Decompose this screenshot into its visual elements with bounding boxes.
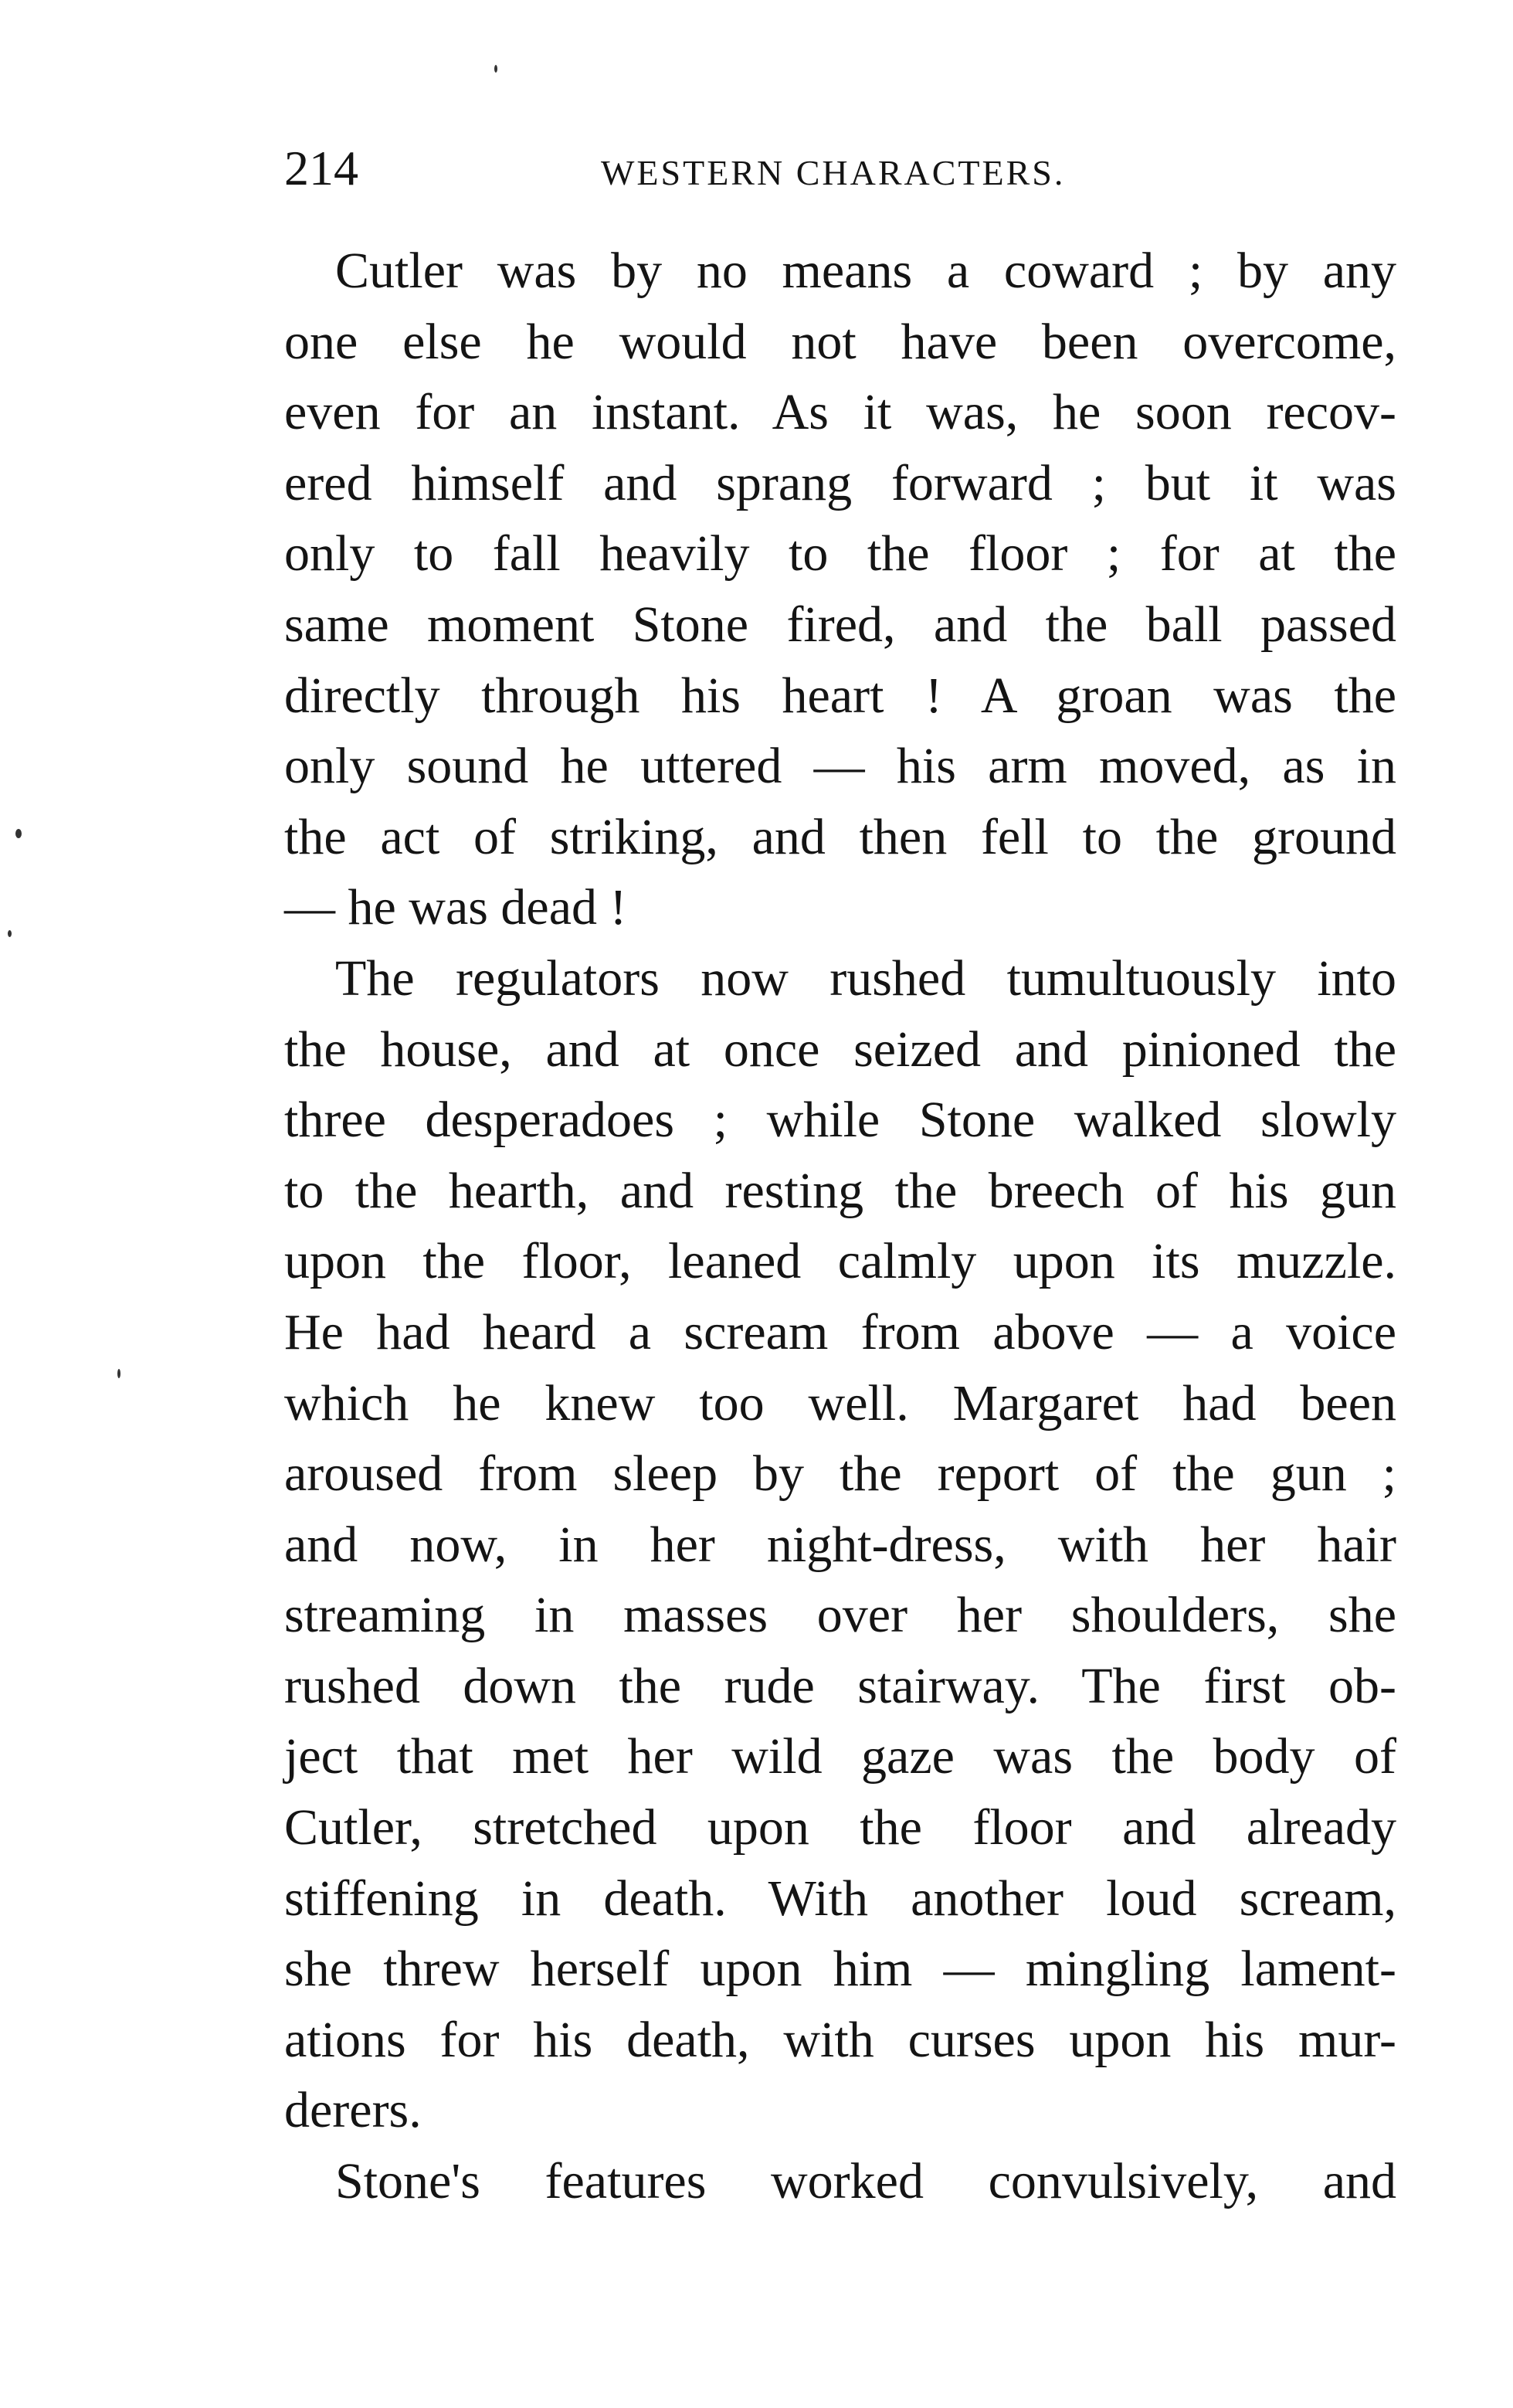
text-line: upon the floor, leaned calmly upon its muzzle. xyxy=(284,1233,1396,1290)
running-head: WESTERN CHARACTERS. xyxy=(601,153,1066,192)
paragraph-2 xyxy=(284,943,1396,2146)
text-line: Stone's features worked convulsively, and xyxy=(335,2153,1396,2210)
text-line: ject that met her wild gaze was the body of xyxy=(284,1728,1396,1785)
text-line: one else he would not have been overcome, xyxy=(284,313,1396,370)
text-line: directly through his heart ! A groan was the xyxy=(284,667,1396,724)
scan-speck xyxy=(494,65,497,73)
text-line: the act of striking, and then fell to the ground xyxy=(284,808,1396,865)
text-line: the house, and at once seized and pinioned the xyxy=(284,1021,1396,1078)
scan-speck xyxy=(8,930,12,937)
text-line: ered himself and sprang forward ; but it was xyxy=(284,454,1396,511)
text-line: only to fall heavily to the floor ; for at the xyxy=(284,525,1396,582)
scan-speck xyxy=(117,1369,120,1378)
text-line: only sound he uttered — his arm moved, as in xyxy=(284,738,1396,795)
page-number: 214 xyxy=(284,141,358,195)
scan-speck xyxy=(15,829,22,838)
paragraph-1 xyxy=(284,236,1396,943)
text-line: and now, in her night-dress, with her hair xyxy=(284,1516,1396,1573)
text-line: she threw herself upon him — mingling lament- xyxy=(284,1941,1396,1998)
text-line: rushed down the rude stairway. The first ob- xyxy=(284,1657,1396,1714)
body-text xyxy=(284,236,1396,2217)
text-line: even for an instant. As it was, he soon recov- xyxy=(284,384,1396,441)
text-line: same moment Stone fired, and the ball passed xyxy=(284,596,1396,653)
text-line: The regulators now rushed tumultuously into xyxy=(335,949,1396,1007)
text-line: streaming in masses over her shoulders, she xyxy=(284,1587,1396,1644)
text-line: Cutler, stretched upon the floor and already xyxy=(284,1799,1396,1856)
text-line: aroused from sleep by the report of the gun ; xyxy=(284,1445,1396,1503)
text-line: Cutler was by no means a coward ; by any xyxy=(335,243,1396,299)
page-header xyxy=(284,138,1396,199)
text-line: — he was dead ! xyxy=(284,879,627,936)
text-line: He had heard a scream from above — a voice xyxy=(284,1303,1396,1360)
paragraph-3 xyxy=(284,2146,1396,2217)
text-line: which he knew too well. Margaret had been xyxy=(284,1374,1396,1432)
text-line: stiffening in death. With another loud scream, xyxy=(284,1870,1396,1927)
text-line: three desperadoes ; while Stone walked slowly xyxy=(284,1092,1396,1149)
text-line: to the hearth, and resting the breech of his gun xyxy=(284,1162,1396,1219)
text-line: ations for his death, with curses upon his mur- xyxy=(284,2011,1396,2068)
text-line: derers. xyxy=(284,2082,422,2139)
